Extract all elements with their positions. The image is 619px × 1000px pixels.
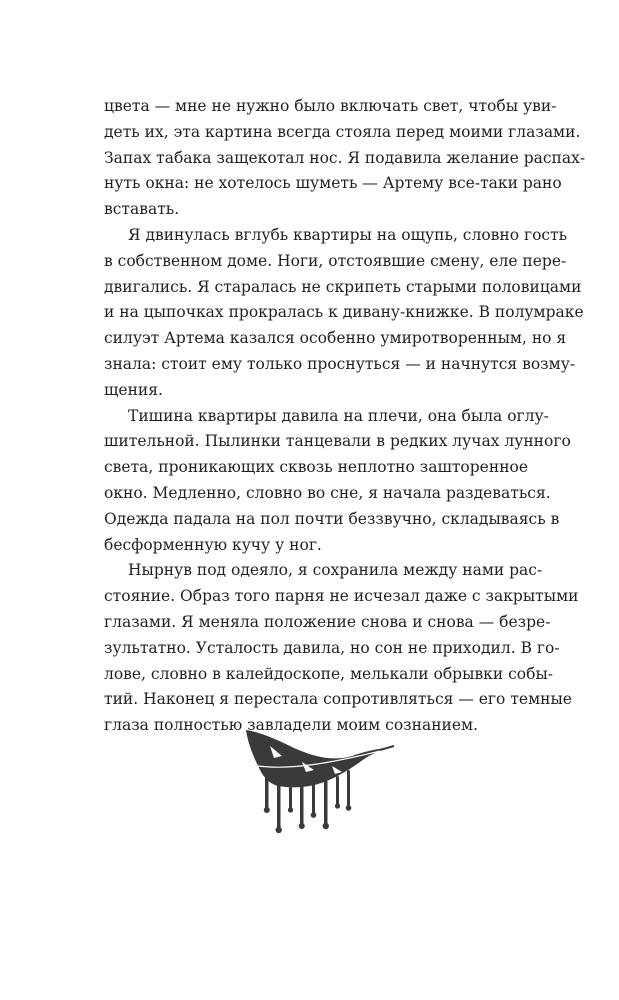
text-line: лове, словно в калейдоскопе, мелькали обрывки собы- <box>104 664 554 683</box>
text-line: Запах табака защекотал нос. Я подавила желание распах- <box>104 148 586 167</box>
text-line: Я двинулась вглубь квартиры на ощупь, словно гость <box>128 225 568 244</box>
text-line: вставать. <box>104 200 180 219</box>
text-line: Тишина квартиры давила на плечи, она была оглу- <box>128 406 549 425</box>
text-line: зультатно. Усталость давила, но сон не приходил. В го- <box>104 638 560 657</box>
text-line: бесформенную кучу у ног. <box>104 535 322 554</box>
text-line: нуть окна: не хотелось шуметь — Артему все-таки рано <box>104 174 562 193</box>
text-line: Нырнув под одеяло, я сохранила между нами рас- <box>128 561 543 580</box>
text-line: знала: стоит ему только проснуться — и начнутся возму- <box>104 354 576 373</box>
text-line: двигались. Я старалась не скрипеть старыми половицами <box>104 277 582 296</box>
text-line: цвета — мне не нужно было включать свет, чтобы уви- <box>104 97 557 115</box>
text-line: света, проникающих сквозь неплотно зашторенное <box>104 458 529 477</box>
text-line: щения. <box>104 380 163 399</box>
text-line: деть их, эта картина всегда стояла перед моими глазами. <box>104 122 581 141</box>
text-line: стояние. Образ того парня не исчезал даже с закрытыми <box>104 587 579 606</box>
text-line: тий. Наконец я перестала сопротивляться — его темные <box>104 690 572 709</box>
text-line: глазами. Я меняла положение снова и снова — безре- <box>104 612 551 631</box>
text-line: в собственном доме. Ноги, отстоявшие смену, еле пере- <box>104 251 567 270</box>
text-line: глаза полностью завладели моим сознанием. <box>104 716 479 735</box>
text-line: окно. Медленно, словно во сне, я начала раздеваться. <box>104 483 551 502</box>
text-line: Одежда падала на пол почти беззвучно, складываясь в <box>104 509 560 528</box>
dripping-feather-icon <box>240 726 396 834</box>
body-text <box>104 94 586 739</box>
text-line: шительной. Пылинки танцевали в редких лучах лунного <box>104 432 571 451</box>
text-line: силуэт Артема казался особенно умиротворенным, но я <box>104 329 567 348</box>
text-line: и на цыпочках прокралась к дивану-книжке. В полумраке <box>104 303 584 322</box>
